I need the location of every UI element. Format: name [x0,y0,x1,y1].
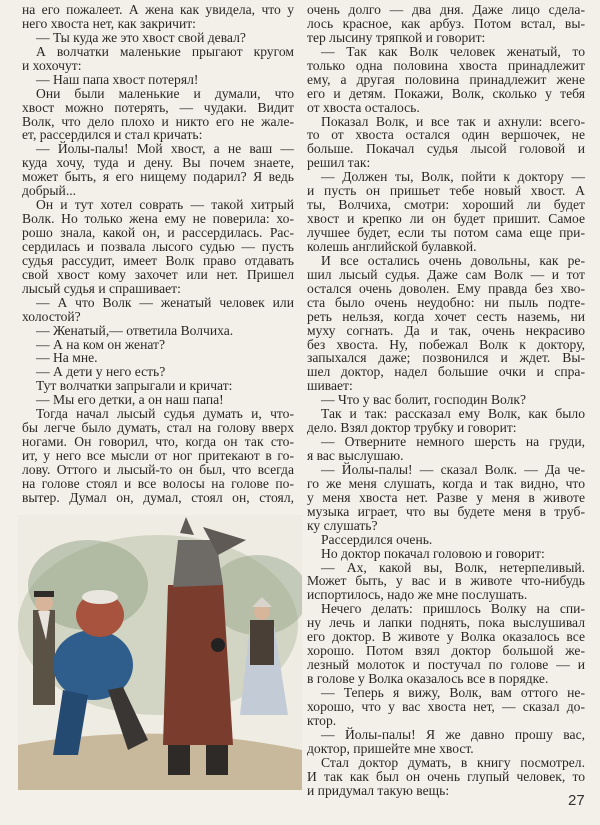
text-line: испортилось, надо же мне послушать. [307,587,528,603]
paragraph [22,73,294,87]
text-line: рошо знала, какой он, и рассердилась. Рас- [22,225,294,240]
text-line: остался очень доволен. Ему правда без хво- [307,280,585,296]
paragraph [22,198,294,296]
paragraph [307,407,585,435]
text-line: Волк. Но только жена ему не поверила: хо- [22,211,294,227]
text-line: Они были маленькие и думали, что [36,85,294,101]
text-line: — Наш папа хвост потерял! [36,71,199,87]
paragraph [22,45,294,73]
text-line: шел доктор, надел большие очки и спра- [307,364,585,380]
text-line: хорошо. Потом взял доктор большой же- [307,643,585,659]
paragraph [307,170,585,254]
paragraph [307,728,585,756]
text-line: Волк, что дело плохо и никто его не жале- [22,113,294,129]
text-line: ста было очень неудобно: ни пыль подте- [307,294,585,310]
paragraph [307,463,585,533]
paragraph [307,45,585,115]
text-line: ктор. [307,712,337,728]
text-line: — Ах, какой вы, Волк, нетерпеливый. [321,559,585,575]
text-line: Стал доктор думать, в книгу посмотрел. [321,754,585,770]
paragraph [22,407,294,505]
text-line: шил лысый судья. Даже сам Волк — и тот [307,266,585,282]
paragraph [22,31,294,45]
text-line: тер лысину тряпкой и говорит: [307,29,486,45]
text-line: — Отверните немного шерсть на груди, [321,434,585,450]
text-line: ну лечь и лапки поднять, пока выслушивал [307,615,585,631]
text-line: у меня хвоста нет. Разве у меня в животе [307,489,585,505]
text-line: дело. Взял доктор трубку и говорит: [307,420,517,436]
text-line: Может быть, у вас и в животе что-нибудь [307,573,585,589]
text-line: музыка играет, что вы будете меня в труб- [307,503,585,519]
text-line: ку слушать? [307,517,378,533]
text-line: реть нельзя, когда хочет сесть наземь, ни [307,308,585,324]
text-line: — Ты куда же это хвост свой девал? [36,29,246,45]
text-line: Он и тут хотел соврать — такой хитрый [36,197,294,213]
paragraph [307,533,585,547]
text-line: — А дети у него есть? [36,364,166,380]
text-line: его и детям. Покажи, Волк, сколько у тебя [307,85,585,101]
text-line: — Женатый,— ответила Волчиха. [36,322,234,338]
text-line: А волчатки маленькие прыгают кругом [36,43,294,59]
text-line: на голове стоял и все волосы на голове по- [22,475,294,491]
text-line: — А что Волк — женатый человек или [36,294,294,310]
text-line: очень долго — два дня. Даже лицо сдела- [307,2,585,17]
text-line: — Должен ты, Волк, пойти к доктору — [321,169,585,185]
paragraph [22,296,294,324]
text-line: ногами. Он говорил, что, когда он так сто- [22,434,294,450]
paragraph [22,379,294,393]
paragraph [307,686,585,728]
right-column-text [307,3,585,797]
text-line: то от хвоста остался один вершочек, не [307,127,585,143]
text-line: муху согнать. Да и так, очень некрасиво [307,322,585,338]
text-line: И так как был он очень глупый человек, то [307,768,585,784]
paragraph [22,351,294,365]
paragraph [22,324,294,338]
text-line: шивает: [307,378,353,394]
paragraph [22,365,294,379]
text-line: на его пожалеет. А жена как увидела, что у [22,2,294,17]
text-line: Так и так: рассказал ему Волк, как было [321,406,585,422]
text-line: я вас выслушаю. [307,448,404,463]
text-line: может быть, я его нищему подарил? Я ведь [22,169,294,185]
text-line: от хвоста осталось. [307,99,420,115]
text-line: добрый... [22,183,77,199]
text-line: лысый судья и спрашивает: [22,280,181,296]
text-line: больше. Покачал судья лысой головой и [307,141,585,157]
text-line: ит, у него все мысли от ног притекают в го- [22,448,294,463]
text-line: лову. Оттого и лысый-то он был, что всегда [22,461,294,477]
paragraph [307,115,585,171]
paragraph [307,561,585,603]
text-line: — Теперь я вижу, Волк, вам оттого не- [321,684,585,700]
text-line: Тут волчатки запрыгали и кричат: [36,378,233,394]
text-line: И все остались очень довольны, как ре- [321,252,585,268]
paragraph [22,393,294,407]
text-line: хвост можно потерять, — чудаки. Видит [22,99,294,115]
text-line: в голове у Волка оказалось все в порядке. [307,671,549,686]
text-line: го же меня слушать, когда и так видно, что [307,475,585,491]
left-column-text [22,3,294,505]
text-line: вытер. Думал он, думал, стоял он, стоял, [22,489,294,505]
text-line: свой хвост кому захочет или нет. Пришел [22,266,294,282]
text-line: лучшее будет, если ты потом сама еще при- [307,225,585,240]
text-line: него хвоста нет, как закричит: [22,15,196,31]
paragraph [22,338,294,352]
text-line: хорошо, что у вас хвоста нет, — сказал до- [307,698,585,714]
paragraph [307,393,585,407]
text-line: и хохочут: [22,57,82,73]
text-line: Нечего делать: пришлось Волку на спи- [321,601,585,617]
text-line: и пусть он пришьет тебе новый хвост. А [307,183,585,199]
text-line: — На мне. [36,350,98,366]
paragraph [307,254,585,393]
text-line: сердилась и позвала лысого судью — пусть [22,238,294,254]
text-line: — Йолы-палы! Мой хвост, а не ваш — [36,141,294,157]
text-line: ты, Волчиха, смотри: хороший ли будет [307,197,585,213]
text-line: бы легче было думать, стал на голову вверх [22,420,294,436]
text-line: — А на ком он женат? [36,336,166,352]
text-line: судья рассудит, имеет Волк право отдавать [22,252,294,268]
text-line: хвост и крепко ли он будет пришит. Самое [307,211,585,227]
story-illustration [18,515,302,790]
text-line: Тогда начал лысый судья думать и, что- [36,406,294,422]
text-line: лось красное, как арбуз. Потом встал, вы- [307,15,585,31]
paragraph [22,87,294,143]
text-line: только одна половина хвоста принадлежит [307,57,585,73]
text-line: холостой? [22,308,81,324]
text-line: решил так: [307,155,371,171]
text-line: Но доктор покачал головою и говорит: [321,545,545,561]
paragraph [307,435,585,463]
text-line: без хвоста. Ну, побежал Волк к доктору, [307,336,585,352]
text-line: Показал Волк, и все так и ахнули: всего- [321,113,585,129]
text-line: колешь английской булавкой. [307,238,477,254]
text-line: ет, рассердился и стал кричать: [22,127,203,143]
page-number: 27 [568,792,585,809]
text-line: — Йолы-палы! Я же давно прошу вас, [321,726,585,742]
text-line: — Йолы-палы! — сказал Волк. — Да че- [321,461,585,477]
text-line: его доктор. В животе у Волка оказалось все [307,629,585,645]
paragraph [22,3,294,31]
text-line: запыхался даже; позвонился и ждет. Вы- [307,350,585,366]
paragraph [307,3,585,45]
text-line: ему, а другая половина принадлежит жене [307,71,585,87]
text-line: Рассердился очень. [321,531,433,547]
paragraph [307,547,585,561]
text-line: лезный молоток и постучал по голове — и [307,657,585,673]
paragraph [307,602,585,686]
text-line: доктор, пришейте мне хвост. [307,740,474,756]
text-line: и придумал такую вещь: [307,782,450,798]
text-line: куда хочу, туда и дену. Вы почем знаете, [22,155,294,171]
text-line: — Что у вас болит, господин Волк? [321,392,527,408]
paragraph [307,756,585,798]
text-line: — Мы его детки, а он наш папа! [36,392,224,408]
paragraph [22,142,294,198]
text-line: — Так как Волк человек женатый, то [321,43,585,59]
